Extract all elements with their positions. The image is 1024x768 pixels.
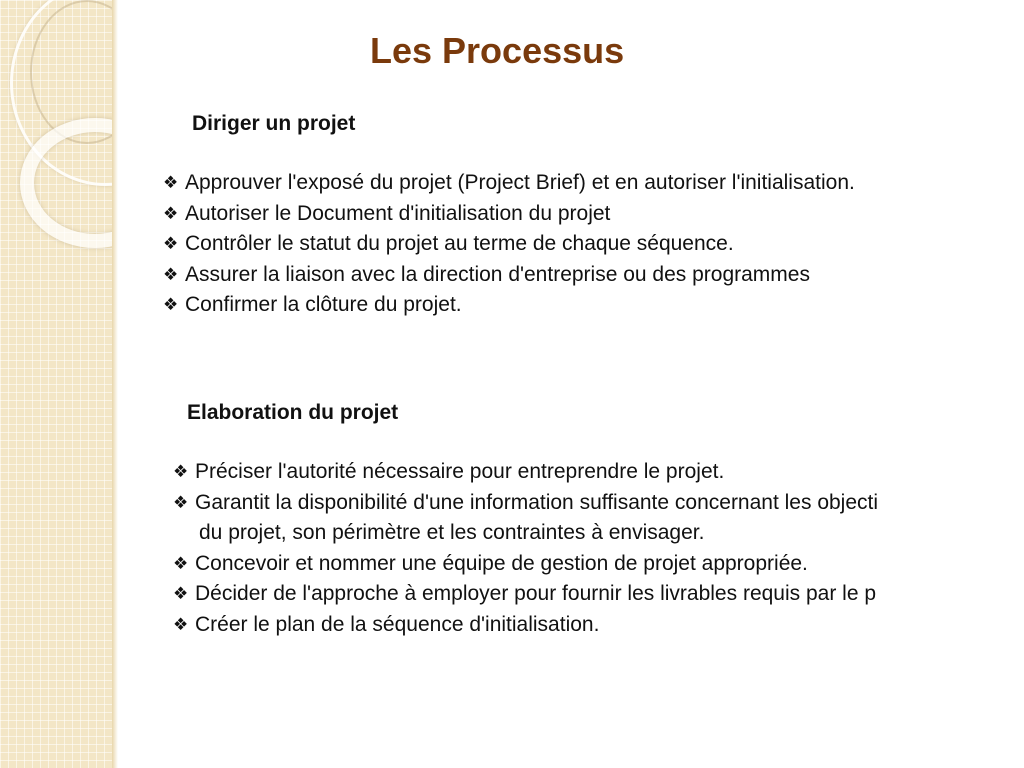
diamond-bullet-icon: ❖	[163, 295, 179, 314]
section-heading-elaboration: Elaboration du projet	[187, 401, 399, 424]
list-item-text: Confirmer la clôture du projet.	[185, 293, 462, 316]
list-item	[163, 229, 855, 260]
list-item	[173, 579, 878, 610]
diamond-bullet-icon: ❖	[173, 614, 189, 634]
section-heading-diriger: Diriger un projet	[192, 112, 356, 135]
list-item	[173, 488, 878, 519]
diamond-bullet-icon: ❖	[173, 492, 189, 512]
sidebar-edge-shadow	[112, 0, 118, 768]
list-item-text: du projet, son périmètre et les contraintes à envisager.	[199, 521, 705, 544]
list-item-text: Autoriser le Document d'initialisation du projet	[185, 201, 611, 225]
list-item	[163, 199, 855, 230]
list-item	[163, 290, 855, 321]
list-item-text: Approuver l'exposé du projet (Project Brief) et en autoriser l'initialisation.	[185, 171, 855, 194]
list-item-text: Contrôler le statut du projet au terme de chaque séquence.	[185, 232, 734, 255]
diamond-bullet-icon: ❖	[163, 173, 179, 192]
list-item-text: Préciser l'autorité nécessaire pour entreprendre le projet.	[195, 460, 725, 483]
diamond-bullet-icon: ❖	[173, 553, 189, 573]
slide-title: Les Processus	[370, 30, 625, 71]
list-item-text: Assurer la liaison avec la direction d'entreprise ou des programmes	[185, 262, 810, 286]
list-item	[173, 549, 878, 580]
list-item	[163, 260, 855, 291]
list-item	[163, 168, 855, 199]
diamond-bullet-icon: ❖	[173, 584, 189, 603]
list-item-text: Garantit la disponibilité d'une information suffisante concernant les objecti	[195, 490, 879, 514]
list-item-text: Décider de l'approche à employer pour fournir les livrables requis par le p	[195, 582, 877, 605]
decorative-sidebar	[0, 0, 112, 768]
diamond-bullet-icon: ❖	[163, 203, 179, 223]
list-item-text: Créer le plan de la séquence d'initialisation.	[195, 612, 600, 636]
bullet-list-elaboration	[173, 457, 878, 640]
list-item	[173, 457, 878, 488]
diamond-bullet-icon: ❖	[163, 234, 179, 253]
list-item-continuation	[173, 518, 878, 549]
bullet-list-diriger	[163, 168, 855, 321]
diamond-bullet-icon: ❖	[163, 264, 179, 284]
list-item	[173, 610, 878, 641]
list-item-text: Concevoir et nommer une équipe de gestion de projet appropriée.	[195, 551, 808, 575]
diamond-bullet-icon: ❖	[173, 462, 189, 481]
